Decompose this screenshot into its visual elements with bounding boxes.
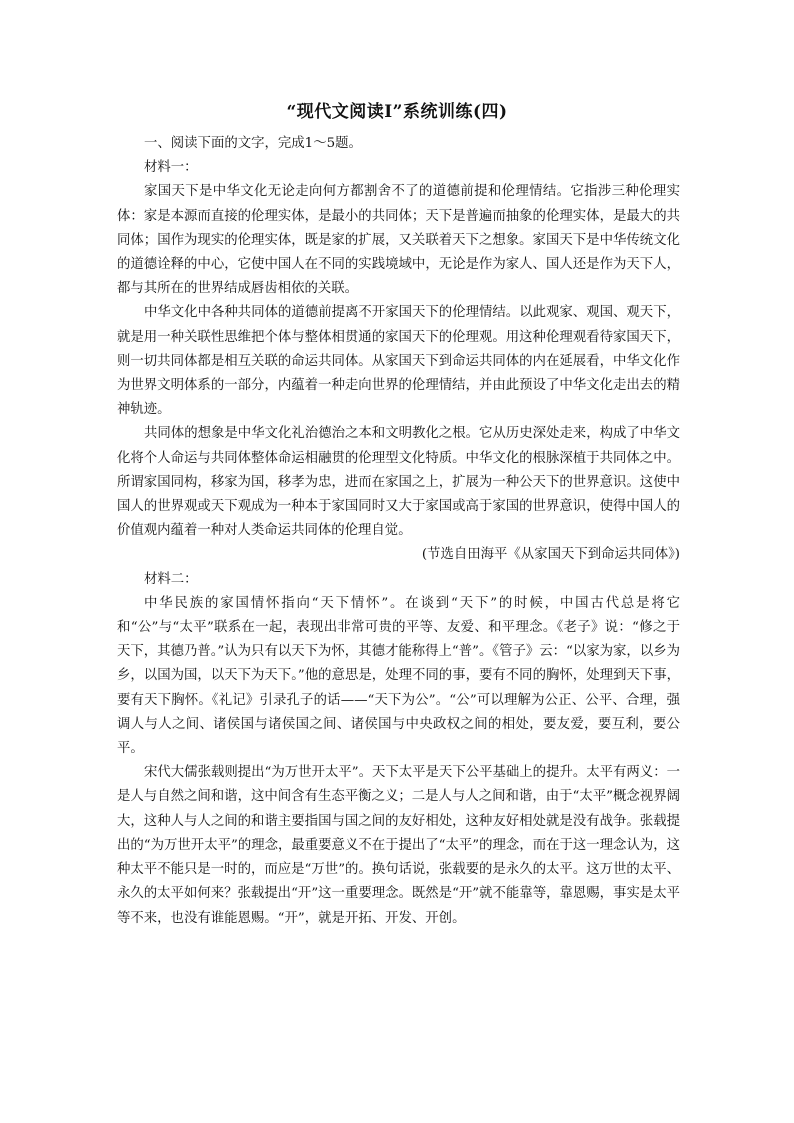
material1-label: 材料一： [144,160,198,176]
material2-paragraph-1: 中华民族的家国情怀指向“天下情怀”。在谈到“天下”的时候，中国古代总是将它和“公”与“太平”联系在一起，表现出非常可贵的平等、友爱、和平理念。《老子》说：“修之于天下，其德乃普。”认为只有以天下为怀，其德才能称得上“普”。《管子》云：“以家为家，以乡为乡，以国为国，以天下为天下。”他的意思是，处理不同的事，要有不同的胸怀，处理到天下事，要有天下胸怀。《礼记》引录孔子的话——“天下为公”。“公”可以理解为公正、公平、合理，强调人与人之间、诸侯国与诸侯国之间、诸侯国与中央政权之间的相处，要友爱，要互利，要公平。 [117,595,680,757]
instruction: 一、阅读下面的文字，完成1～5题。 [144,136,362,151]
material1-paragraph-2: 中华文化中各种共同体的道德前提离不开家国天下的伦理情结。以此观家、观国、观天下，就是用一种关联性思维把个体与整体相贯通的家国天下的伦理观。用这种伦理观看待家国天下，则一切共同体都是相互关联的命运共同体。从家国天下到命运共同体的内在延展看，中华文化作为世界文明体系的一部分，内蕴着一种走向世界的伦理情结，并由此预设了中华文化走出去的精神轨迹。 [117,305,680,418]
material1-paragraph-3: 共同体的想象是中华文化礼治德治之本和文明教化之根。它从历史深处走来，构成了中华文化将个人命运与共同体整体命运相融贯的伦理型文化特质。中华文化的根脉深植于共同体之中。所谓家国同构，移家为国，移孝为忠，进而在家国之上，扩展为一种公天下的世界意识。这使中国人的世界观或天下观成为一种本于家国同时又大于家国或高于家国的世界意识，使得中国人的价值观内蕴着一种对人类命运共同体的伦理自觉。 [117,426,680,539]
document-body [117,132,680,931]
material1-source: (节选自田海平《从家国天下到命运共同体》) [421,547,680,563]
material2-label: 材料二： [144,571,198,587]
material1-paragraph-1: 家国天下是中华文化无论走向何方都割舍不了的道德前提和伦理情结。它指涉三种伦理实体：家是本源而直接的伦理实体，是最小的共同体；天下是普遍而抽象的伦理实体，是最大的共同体；国作为现实的伦理实体，既是家的扩展，又关联着天下之想象。家国天下是中华传统文化的道德诠释的中心，它使中国人在不同的实践境域中，无论是作为家人、国人还是作为天下人，都与其所在的世界结成唇齿相依的关联。 [117,184,680,297]
page-title: “现代文阅读Ⅰ”系统训练(四) [286,102,508,122]
material2-paragraph-2: 宋代大儒张载则提出“为万世开太平”。天下太平是天下公平基础上的提升。太平有两义：一是人与自然之间和谐，这中间含有生态平衡之义；二是人与人之间和谐，由于“太平”概念视界阔大，这种人与人之间的和谐主要指国与国之间的友好相处，这种友好相处就是没有战争。张载提出的“为万世开太平”的理念，最重要意义不在于提出了“太平”的理念，而在于这一理念认为，这种太平不能只是一时的，而应是“万世”的。换句话说，张载要的是永久的太平。这万世的太平、永久的太平如何来？张载提出“开”这一重要理念。既然是“开”就不能靠等，靠恩赐，事实是太平等不来，也没有谁能恩赐。“开”，就是开拓、开发、开创。 [117,765,681,926]
